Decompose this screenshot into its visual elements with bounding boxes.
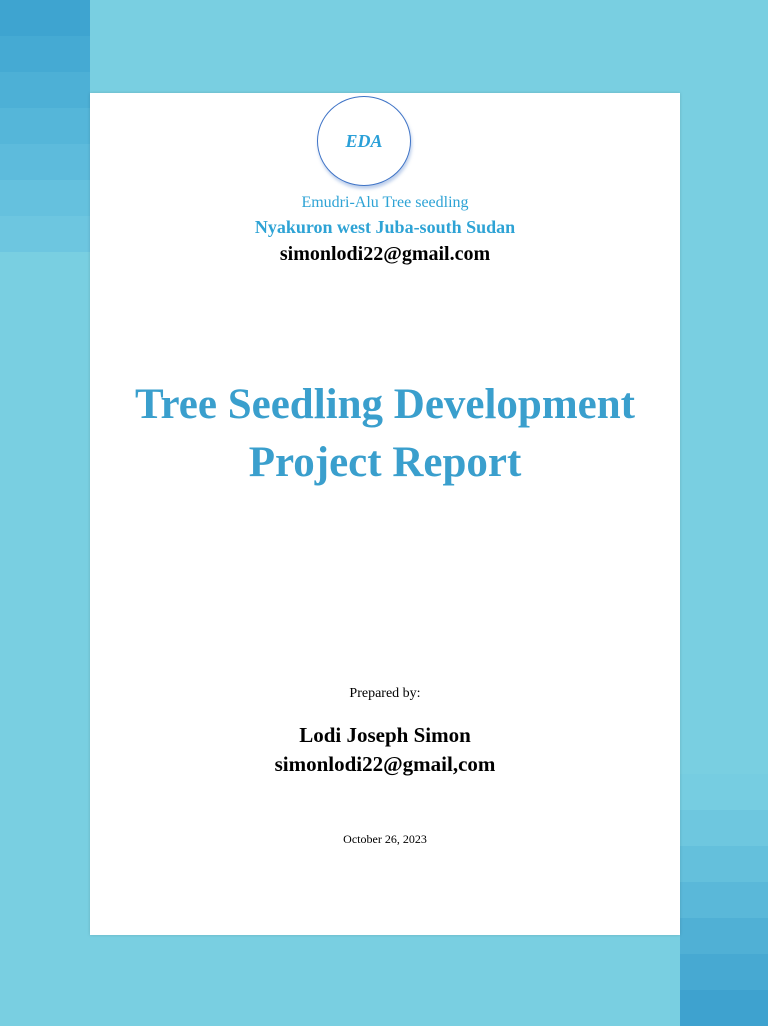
report-title xyxy=(90,376,680,492)
stripe xyxy=(0,216,90,252)
report-title-line-2: Project Report xyxy=(248,439,522,486)
report-date: October 26, 2023 xyxy=(343,832,427,846)
stripe xyxy=(0,72,90,108)
stripe xyxy=(680,954,768,990)
stripe xyxy=(680,882,768,918)
report-cover-page xyxy=(90,93,680,935)
left-decorative-stripes xyxy=(0,0,90,252)
report-title-line-1: Tree Seedling Development xyxy=(134,381,635,428)
prepared-by-label: Prepared by: xyxy=(349,686,421,701)
logo-text: EDA xyxy=(345,130,383,151)
organization-name: Emudri-Alu Tree seedling xyxy=(301,194,469,211)
stripe xyxy=(680,918,768,954)
stripe xyxy=(0,36,90,72)
stripe xyxy=(680,846,768,882)
organization-email: simonlodi22@gmail.com xyxy=(279,243,491,265)
stripe xyxy=(0,0,90,36)
stripe xyxy=(0,180,90,216)
stripe xyxy=(680,774,768,810)
author-email: simonlodi22@gmail,com xyxy=(274,752,496,776)
stripe xyxy=(0,108,90,144)
right-decorative-stripes xyxy=(680,774,768,1026)
organization-location: Nyakuron west Juba-south Sudan xyxy=(254,217,516,237)
stripe xyxy=(680,990,768,1026)
organization-logo xyxy=(317,96,411,186)
stripe xyxy=(680,810,768,846)
author-name: Lodi Joseph Simon xyxy=(299,723,471,747)
stripe xyxy=(0,144,90,180)
